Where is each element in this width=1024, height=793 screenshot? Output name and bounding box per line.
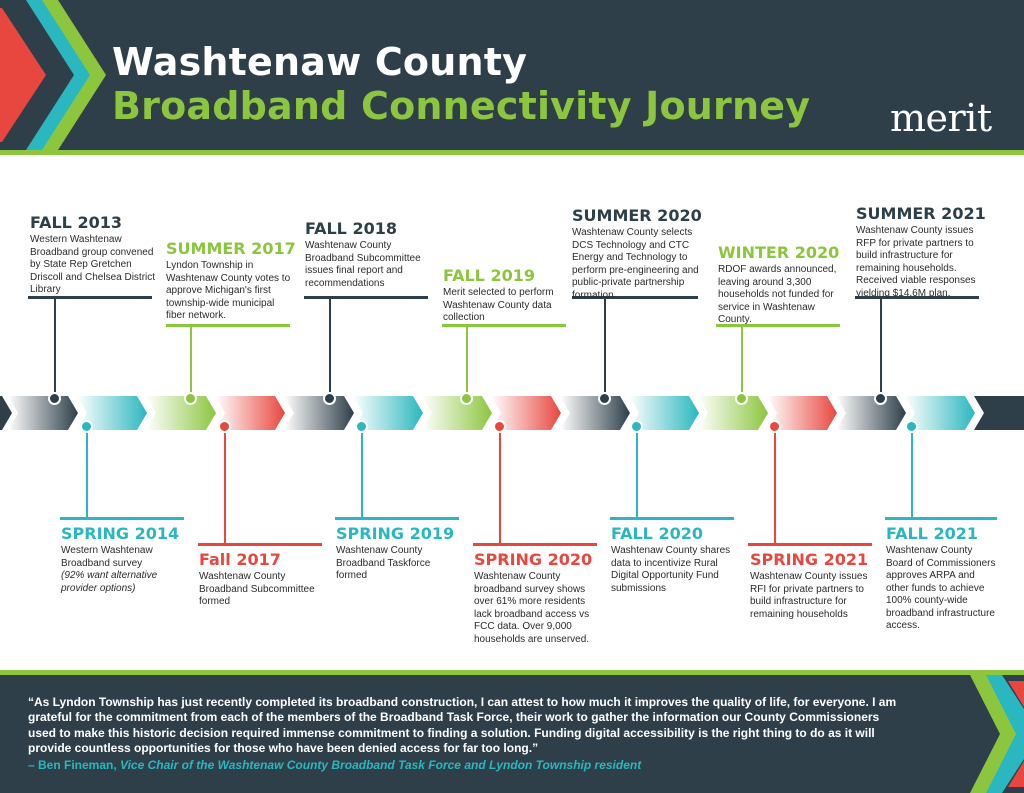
timeline-dot [735, 392, 748, 405]
timeline-band [0, 396, 1024, 430]
timeline-event-winter-2020 [718, 244, 842, 327]
timeline-dot [218, 420, 231, 433]
event-description: Washtenaw County selects DCS Technology and CTC Energy and Technology to perform pre-engineering and public-private partnership formation [572, 227, 699, 301]
timeline-event-fall-2013 [30, 214, 160, 297]
event-underline [473, 543, 597, 546]
event-stem [54, 296, 56, 392]
timeline-dot [874, 392, 887, 405]
quote-text: “As Lyndon Township has just recently completed its broadband construction, I can attest to how much it improves the quality of life, for everyone. I am grateful for the commitment from each of the members of the Broadband Task Force, their work to gather the information our County Commissioners used to make this historic decision required immense commitment to finding a solution. Funding digital accessibility is the right thing to do as it will provide countless opportunities for those who have been denied access for far too long.” [28, 695, 897, 756]
event-description-note: (92% want alternative provider options) [61, 570, 158, 594]
event-stem [741, 324, 743, 392]
timeline-event-spring-2020 [474, 551, 598, 646]
title-line-1: Washtenaw County [112, 40, 528, 84]
event-stem [224, 433, 226, 546]
event-date: SPRING 2021 [750, 550, 869, 569]
timeline-event-fall-2020 [611, 525, 733, 595]
event-date: FALL 2013 [30, 213, 122, 232]
event-underline [60, 517, 184, 520]
timeline-event-fall-2017 [199, 551, 319, 609]
event-underline [610, 517, 734, 520]
event-date: SPRING 2020 [474, 550, 593, 569]
event-description: Washtenaw County broadband survey shows over 61% more residents lack broadband access vs FCC data. Over 9,000 households are unserved. [474, 571, 590, 645]
event-date: SPRING 2019 [336, 524, 455, 543]
timeline-event-summer-2020 [572, 207, 700, 302]
event-description: Washtenaw County issues RFI for private partners to build infrastructure for remaining households [750, 571, 868, 620]
event-date: SPRING 2014 [61, 524, 180, 543]
event-stem [361, 433, 363, 520]
timeline-dot [184, 392, 197, 405]
timeline-dot [80, 420, 93, 433]
timeline-dot [48, 392, 61, 405]
event-underline [885, 517, 997, 520]
timeline-event-summer-2017 [166, 240, 294, 323]
event-date: Fall 2017 [199, 550, 281, 569]
header-chevron-graphic [0, 0, 110, 150]
event-description: Washtenaw County shares data to incentivize Rural Digital Opportunity Fund submissions [611, 545, 731, 594]
event-underline [335, 517, 459, 520]
timeline-event-spring-2019 [336, 525, 458, 583]
event-stem [86, 433, 88, 520]
event-date: FALL 2021 [886, 524, 978, 543]
event-description: RDOF awards announced, leaving around 3,300 households not funded for service in Washtenaw County. [718, 264, 837, 325]
header-divider [0, 150, 1024, 155]
header [0, 0, 1024, 150]
timeline-event-spring-2014 [61, 525, 183, 595]
timeline-event-fall-2019 [443, 267, 563, 325]
event-stem [190, 324, 192, 392]
timeline-dot [460, 392, 473, 405]
timeline-event-fall-2021 [886, 525, 998, 633]
event-date: SUMMER 2017 [166, 239, 296, 258]
timeline-dot [905, 420, 918, 433]
event-stem [499, 433, 501, 546]
title-line-2: Broadband Connectivity Journey [112, 84, 811, 128]
event-stem [329, 296, 331, 392]
timeline-event-fall-2018 [305, 220, 423, 290]
event-underline [748, 543, 872, 546]
timeline-dot [598, 392, 611, 405]
event-stem [880, 296, 882, 392]
event-stem [911, 433, 913, 520]
timeline-dot [493, 420, 506, 433]
event-description: Merit selected to perform Washtenaw County data collection [443, 287, 554, 323]
footer-chevron-graphic [930, 675, 1024, 793]
event-date: WINTER 2020 [718, 243, 840, 262]
timeline-dot [323, 392, 336, 405]
event-stem [466, 324, 468, 392]
event-description: Washtenaw County Board of Commissioners approves ARPA and other funds to achieve 100% county-wide broadband infrastructure access. [886, 545, 996, 631]
event-stem [604, 296, 606, 392]
timeline-dot [768, 420, 781, 433]
event-underline [166, 324, 290, 327]
event-description: Washtenaw County Broadband Subcommittee issues final report and recommendations [305, 240, 421, 289]
event-date: SUMMER 2021 [856, 204, 986, 223]
event-date: FALL 2019 [443, 266, 535, 285]
footer-quote-panel [0, 675, 1024, 793]
timeline-event-spring-2021 [750, 551, 874, 621]
attribution-name: – Ben Fineman, [28, 758, 117, 772]
event-date: FALL 2020 [611, 524, 703, 543]
quote-attribution [28, 758, 641, 772]
event-stem [636, 433, 638, 520]
event-underline [198, 543, 322, 546]
event-description: Washtenaw County issues RFP for private partners to build infrastructure for remaining households. Received viable responses yielding $14.6M plan. [856, 225, 976, 299]
event-description: Washtenaw County Broadband Taskforce formed [336, 545, 431, 581]
timeline-event-summer-2021 [856, 205, 984, 300]
event-description: Western Washtenaw Broadband group convened by State Rep Gretchen Driscoll and Chelsea District Library [30, 234, 156, 295]
event-date: SUMMER 2020 [572, 206, 702, 225]
timeline-dot [630, 420, 643, 433]
timeline-dot [355, 420, 368, 433]
event-date: FALL 2018 [305, 219, 397, 238]
event-description [61, 545, 183, 595]
event-underline [304, 296, 428, 299]
attribution-role: Vice Chair of the Washtenaw County Broadband Task Force and Lyndon Township resident [120, 758, 642, 772]
merit-logo: merit [890, 96, 992, 140]
event-stem [774, 433, 776, 546]
event-description-text: Western Washtenaw Broadband survey [61, 545, 153, 569]
event-description: Lyndon Township in Washtenaw County votes to approve Michigan's first township-wide municipal fiber network. [166, 260, 291, 321]
event-description: Washtenaw County Broadband Subcommittee formed [199, 571, 315, 607]
